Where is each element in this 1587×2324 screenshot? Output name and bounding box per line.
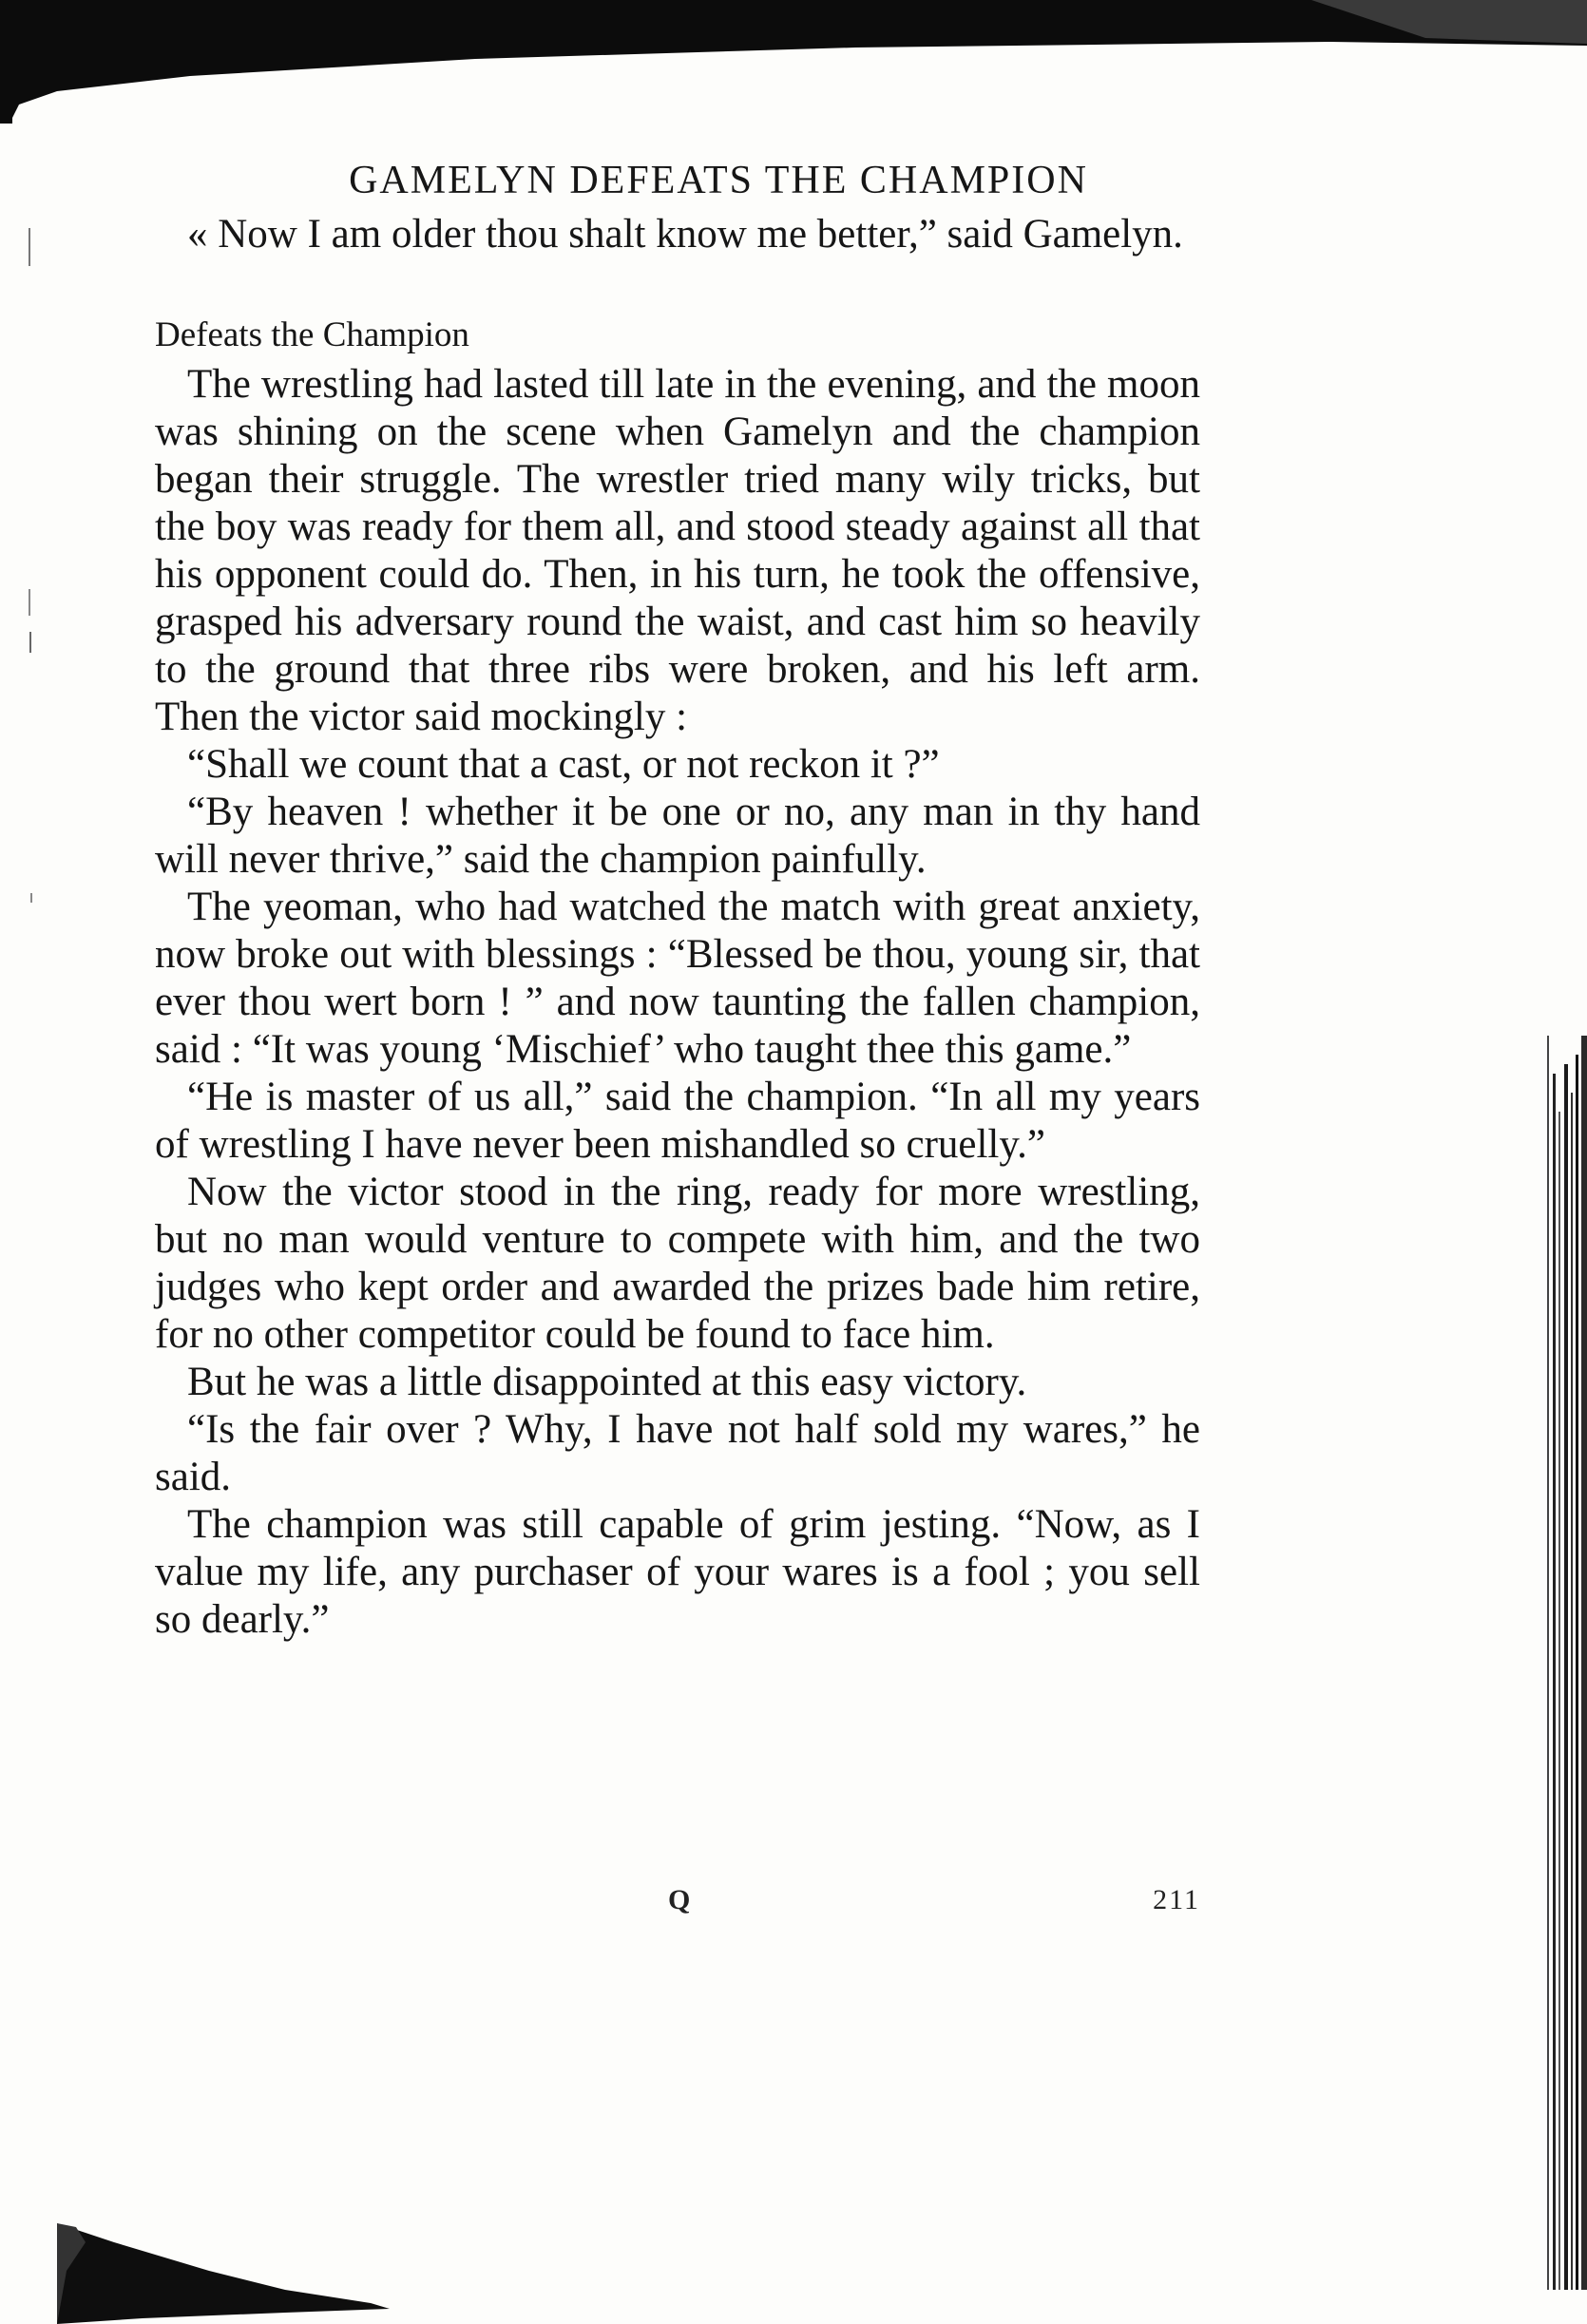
scan-margin-marks: [0, 228, 38, 988]
paragraph: The champion was still capable of grim jesting. “Now, as I value my life, any purchaser of your wares is a fool ; you sell so dearly.”: [155, 1502, 1200, 1642]
scan-binding-edge: [1539, 1036, 1587, 2290]
paragraph: “Is the fair over ? Why, I have not half sold my wares,” he said.: [155, 1407, 1200, 1499]
side-heading: Defeats the Champion: [155, 315, 469, 354]
signature-mark: Q: [668, 1884, 691, 1915]
paragraph: The wrestling had lasted till late in the evening, and the moon was shining on the scene when Gamelyn and the champion began their struggle. The wrestler tried many wily tricks, but the boy was ready for them all, and stood steady against all that his opponent could do. Then, in his turn, he took the offensive, grasped his adversary round the waist, and cast him so heavily to the ground that three ribs were broken, and his left arm. Then the victor said mockingly :: [155, 362, 1200, 739]
paragraph: But he was a little disappointed at this easy victory.: [187, 1360, 1027, 1404]
page-body: [155, 152, 1200, 1644]
paragraph: “He is master of us all,” said the champion. “In all my years of wrestling I have never been mishandled so cruelly.”: [155, 1075, 1200, 1167]
scan-shadow-bottom: [0, 2214, 399, 2324]
page-number: 211: [1153, 1884, 1200, 1915]
paragraph: “Shall we count that a cast, or not reckon it ?”: [187, 742, 940, 787]
paragraph: Now the victor stood in the ring, ready for more wrestling, but no man would venture to compete with him, and the two judges who kept order and awarded the prizes bade him retire, for no other competitor could be found to face him.: [155, 1170, 1200, 1357]
paragraph: The yeoman, who had watched the match with great anxiety, now broke out with blessings : “Blessed be thou, young sir, that ever thou wert born ! ” and now taunting the fallen champion, said : “It was young ‘Mischief’ who taught thee this game.”: [155, 885, 1200, 1072]
page-footer: [155, 1884, 1200, 1922]
opening-paragraph: « Now I am older thou shalt know me better,” said Gamelyn.: [187, 212, 1183, 257]
running-head: GAMELYN DEFEATS THE CHAMPION: [349, 159, 1088, 202]
scan-shadow-top: [0, 0, 1587, 124]
paragraph: “By heaven ! whether it be one or no, any man in thy hand will never thrive,” said the champion painfully.: [155, 790, 1200, 882]
